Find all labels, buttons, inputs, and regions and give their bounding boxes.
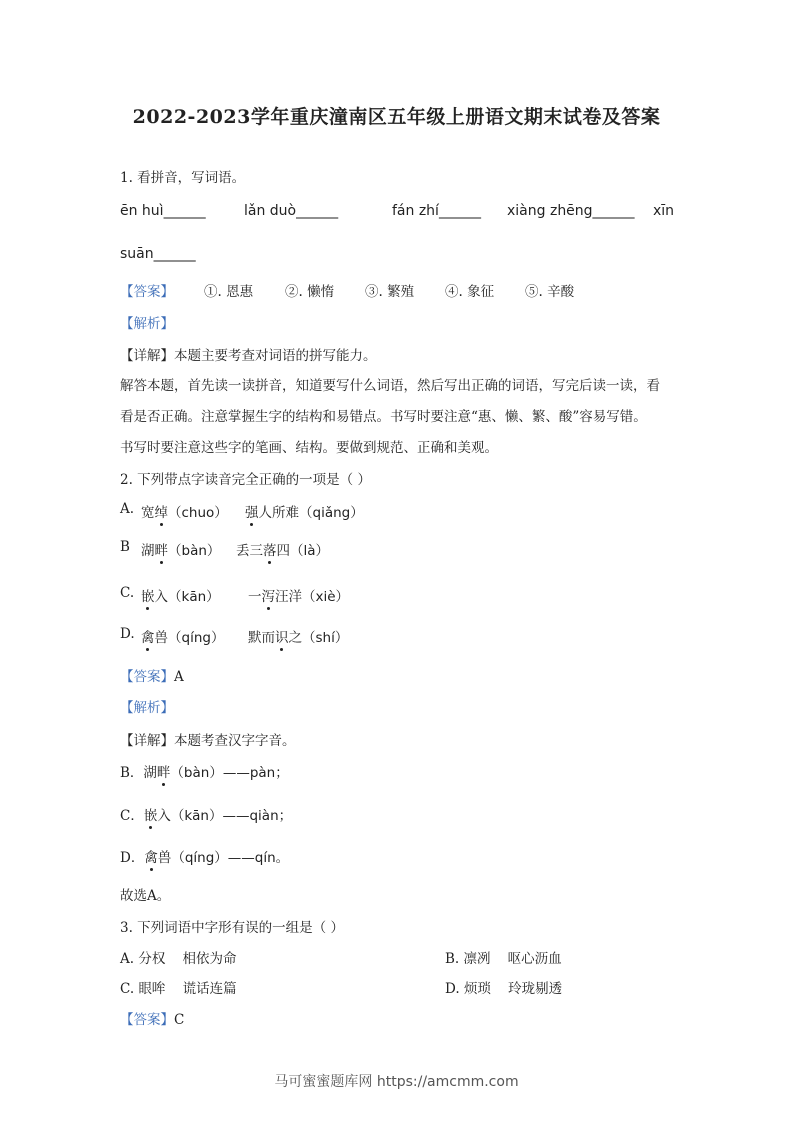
answer-tag: 【答案】 [120,669,174,685]
option-word-2 [248,585,349,605]
note-pinyin: （kān）——qiàn [170,808,279,824]
q2-stem: 2. 下列带点字读音完全正确的一项是（ ） [120,472,371,488]
dotted-char: 嵌 [141,585,155,605]
option-word-1 [141,626,224,646]
option-pinyin: （qiǎng） [299,505,364,521]
option-letter: A. [120,951,135,967]
note-pinyin: （bàn）——pàn [170,765,276,781]
option-word-1 [141,585,220,605]
q1-pinyin-6: suān______ [120,246,196,262]
q1-pinyin-2: lǎn duò______ [244,203,339,219]
q3-option-b [445,947,562,967]
word-chars: 默而 [248,630,275,646]
q1-answer-3: ③. 繁殖 [365,284,415,300]
option-letter: D. [120,626,135,642]
option-text: 烦琐 玲珑剔透 [463,981,563,997]
analysis-tag: 【解析】 [120,700,174,716]
word-chars: 一 [248,589,262,605]
option-text: 眼哞 谎话连篇 [138,981,237,997]
page-footer: 马可蜜蜜题库网 https://amcmm.com [274,1074,519,1090]
q1-answer-5: ⑤. 辛酸 [525,284,575,300]
q2-note-d [120,846,289,866]
detail-tag: 【详解】 [120,733,174,749]
q2-conclusion: 故选A。 [120,888,171,904]
q2-answer [120,665,184,685]
option-letter: C. [120,981,135,997]
note-prefix: D． [120,850,145,866]
q3-answer [120,1008,184,1028]
dotted-char: 禽 [144,846,158,866]
answer-tag: 【答案】 [120,1012,174,1028]
note-char: 兽 [157,850,172,866]
note-pinyin: （qíng）——qín [171,850,276,866]
word-chars: 人所难 [258,505,299,521]
dotted-char: 泻 [262,585,276,605]
note-end: 。 [275,850,290,866]
option-pinyin: （chuo） [168,505,228,521]
q3-option-d [445,977,562,997]
option-letter: A. [120,501,135,517]
q1-para-2: 看是否正确。注意掌握生字的结构和易错点。书写时要注意“惠、懒、繁、酸”容易写错。 [120,409,647,425]
q1-answer-4: ④. 象征 [445,284,495,300]
answer-tag: 【答案】 [120,284,174,300]
option-text: 凛冽 呕心沥血 [463,951,562,967]
word-chars: 之 [288,630,302,646]
dotted-char: 落 [263,539,277,559]
option-word-2 [236,539,329,559]
word-chars: 丢三 [236,543,263,559]
q1-pinyin-1: ēn huì______ [120,203,206,219]
q3-stem: 3. 下列词语中字形有误的一组是（ ） [120,920,344,936]
word-chars: 汪洋 [275,589,302,605]
q1-answer-2: ②. 懒惰 [285,284,335,300]
note-prefix: B．湖 [120,765,157,781]
q1-para-1: 解答本题，首先读一读拼音，知道要写什么词语，然后写出正确的词语，写完后读一读，看 [120,378,660,394]
q1-stem: 1. 看拼音，写词语。 [120,170,246,186]
q2-note-c [120,804,292,824]
q3-answer-value: C [174,1012,185,1028]
option-pinyin: （kān） [168,589,220,605]
dotted-char: 畔 [155,539,169,559]
note-char: 入 [157,808,171,824]
word-char: 入 [154,589,168,605]
detail-tag: 【详解】 [120,348,174,364]
dotted-char: 强 [245,501,259,521]
option-letter: D. [445,981,460,997]
dotted-char: 识 [275,626,289,646]
q1-detail [120,344,377,364]
dotted-char: 绰 [155,501,169,521]
q1-pinyin-3: fán zhí______ [392,203,481,219]
q3-option-a [120,947,237,967]
option-letter: B. [445,951,460,967]
option-letter: C. [120,585,135,601]
word-char: 兽 [154,630,168,646]
word-chars: 四 [276,543,290,559]
option-word-1 [141,539,220,559]
q1-detail-text: 本题主要考查对词语的拼写能力。 [174,348,377,364]
note-prefix: C． [120,808,144,824]
q2-note-b [120,761,289,781]
q2-detail-text: 本题考查汉字字音。 [174,733,296,749]
note-end: ； [275,765,289,781]
dotted-char: 畔 [157,761,171,781]
dotted-char: 嵌 [144,804,158,824]
option-text: 分权 相依为命 [138,951,237,967]
q1-para-3: 书写时要注意这些字的笔画、结构。要做到规范、正确和美观。 [120,440,498,456]
option-letter: B [120,539,130,555]
word-char: 宽 [141,505,155,521]
option-word-2 [248,626,348,646]
word-char: 湖 [141,543,155,559]
option-pinyin: （qíng） [168,630,225,646]
q2-detail [120,729,296,749]
q3-option-c [120,977,237,997]
analysis-tag: 【解析】 [120,316,174,332]
option-word-2 [245,501,364,521]
option-pinyin: （xiè） [302,589,350,605]
option-pinyin: （là） [290,543,330,559]
option-word-1 [141,501,228,521]
dotted-char: 禽 [141,626,155,646]
page-title: 2022-2023学年重庆潼南区五年级上册语文期末试卷及答案 [132,106,661,128]
q1-pinyin-4: xiàng zhēng______ [507,203,635,219]
option-pinyin: （shí） [302,630,349,646]
q2-answer-value: A [174,669,184,685]
option-pinyin: （bàn） [168,543,221,559]
q1-answer-1: ①. 恩惠 [204,284,254,300]
q1-pinyin-5: xīn [653,203,675,219]
note-end: ； [278,808,293,824]
